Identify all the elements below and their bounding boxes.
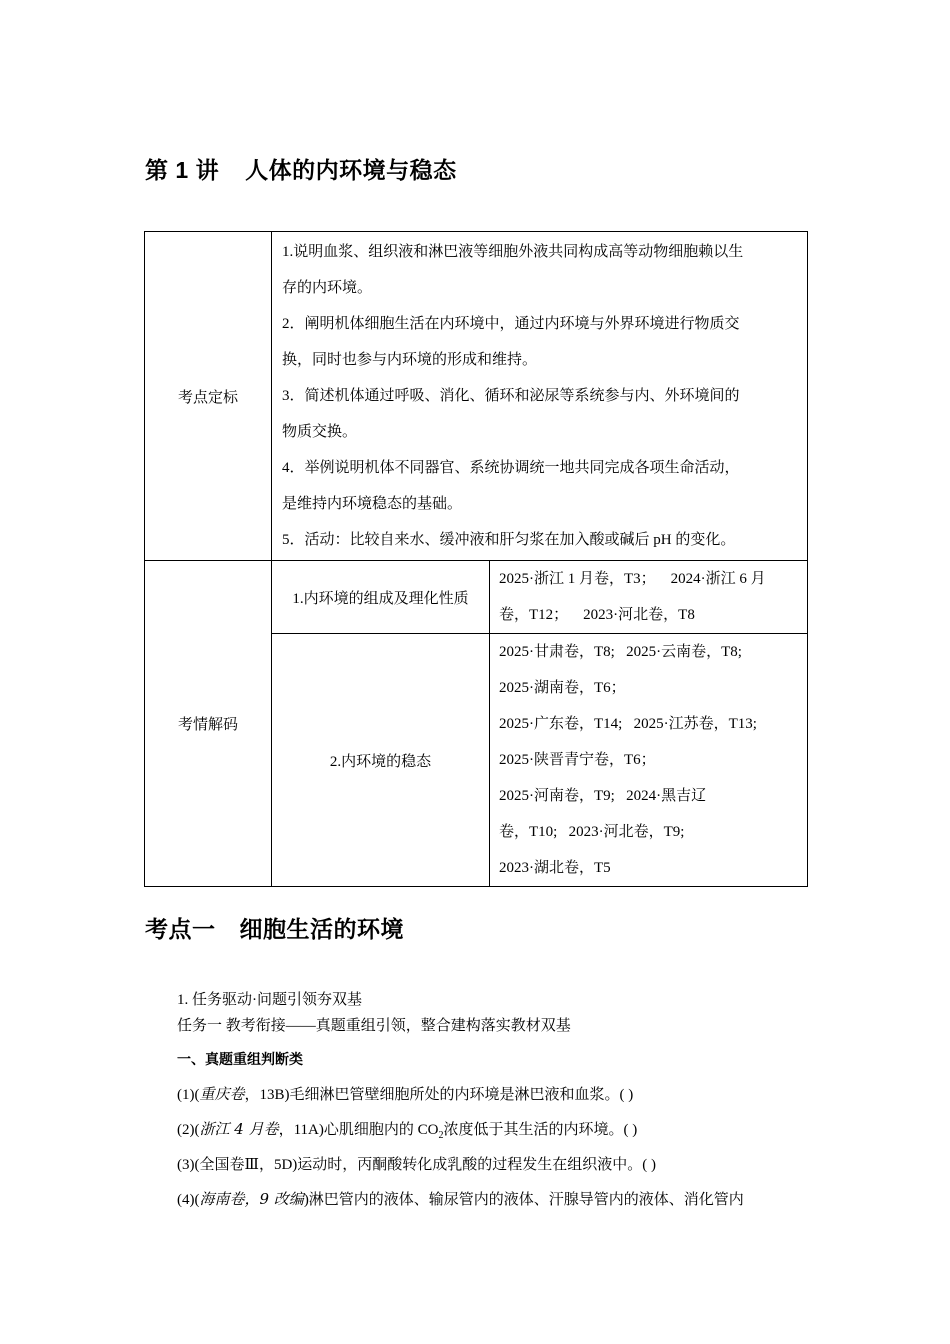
q1-num: (1)( bbox=[177, 1087, 200, 1103]
q2-subscript: 2 bbox=[438, 1130, 444, 1141]
goal-line: 物质交换。 bbox=[282, 424, 358, 440]
goal-line: 2．阐明机体细胞生活在内环境中，通过内环境与外界环境进行物质交 bbox=[282, 316, 740, 332]
goal-line: 4．举例说明机体不同器官、系统协调统一地共同完成各项生命活动， bbox=[282, 460, 740, 476]
goals-cell bbox=[272, 232, 808, 561]
topic-1-cell bbox=[272, 561, 490, 634]
section-title-text: 细胞生活的环境 bbox=[239, 916, 404, 942]
row-label-analysis: 考情解码 bbox=[145, 561, 272, 887]
topic-2-refs bbox=[490, 634, 808, 887]
q2-text-b: 浓度低于其生活的内环境。( ) bbox=[443, 1122, 638, 1138]
topic-1-refs bbox=[490, 561, 808, 634]
ref-line: 2025·甘肃卷，T8; 2025·云南卷，T8; bbox=[499, 644, 742, 660]
lecture-number: 第 1 讲 bbox=[145, 157, 220, 183]
category-heading: 一、真题重组判断类 bbox=[177, 1051, 303, 1067]
lecture-title-text: 人体的内环境与稳态 bbox=[245, 157, 457, 183]
topic-1: 1.内环境的组成及理化性质 bbox=[292, 590, 469, 607]
exam-info-table bbox=[144, 231, 808, 887]
ref-line: 2023·湖北卷，T5 bbox=[499, 860, 611, 876]
q1-source: 重庆卷 bbox=[199, 1085, 245, 1103]
topic-2-cell bbox=[272, 634, 490, 887]
ref-line: 2025·广东卷，T14; 2025·江苏卷，T13; bbox=[499, 716, 757, 732]
goal-line: 1.说明血浆、组织液和淋巴液等细胞外液共同构成高等动物细胞赖以生 bbox=[282, 244, 744, 260]
ref-line: 2025·浙江 1 月卷，T3； 2024·浙江 6 月 bbox=[499, 571, 766, 587]
lecture-title bbox=[145, 152, 457, 185]
task-heading: 1. 任务驱动·问题引领夯双基 bbox=[177, 992, 362, 1008]
ref-line: 卷，T10; 2023·河北卷，T9; bbox=[499, 824, 685, 840]
section-prefix: 考点一 bbox=[145, 916, 216, 942]
ref-line: 2025·陕晋青宁卷，T6； bbox=[499, 752, 656, 768]
ref-line: 2025·湖南卷，T6； bbox=[499, 680, 626, 696]
task-one: 任务一 教考衔接——真题重组引领，整合建构落实教材双基 bbox=[177, 1018, 571, 1034]
goal-line: 5．活动：比较自来水、缓冲液和肝匀浆在加入酸或碱后 pH 的变化。 bbox=[282, 532, 736, 548]
goal-line: 存的内环境。 bbox=[282, 280, 373, 296]
question-1 bbox=[177, 1083, 633, 1104]
question-2 bbox=[177, 1118, 637, 1141]
q2-text-a: ，11A)心肌细胞内的 CO bbox=[278, 1122, 439, 1138]
q4-source: 海南卷，9 改编 bbox=[199, 1190, 304, 1208]
question-4 bbox=[177, 1188, 744, 1209]
topic-2: 2.内环境的稳态 bbox=[329, 753, 432, 770]
ref-line: 2025·河南卷，T9; 2024·黑吉辽 bbox=[499, 788, 707, 804]
row-label-goals: 考点定标 bbox=[145, 232, 272, 561]
q2-num: (2)( bbox=[177, 1122, 200, 1138]
q1-text: ，13B)毛细淋巴管壁细胞所处的内环境是淋巴液和血浆。( ) bbox=[244, 1087, 634, 1103]
goal-line: 换，同时也参与内环境的形成和维持。 bbox=[282, 352, 538, 368]
q2-source: 浙江 4 月卷 bbox=[199, 1120, 279, 1138]
goal-line: 3．简述机体通过呼吸、消化、循环和泌尿等系统参与内、外环境间的 bbox=[282, 388, 740, 404]
q4-num: (4)( bbox=[177, 1192, 200, 1208]
q4-text: )淋巴管内的液体、输尿管内的液体、汗腺导管内的液体、消化管内 bbox=[303, 1192, 744, 1208]
ref-line: 卷，T12； 2023·河北卷，T8 bbox=[499, 607, 695, 623]
goal-line: 是维持内环境稳态的基础。 bbox=[282, 496, 463, 512]
section-title bbox=[145, 911, 404, 944]
question-3: (3)(全国卷Ⅲ，5D)运动时，丙酮酸转化成乳酸的过程发生在组织液中。( ) bbox=[177, 1157, 657, 1173]
